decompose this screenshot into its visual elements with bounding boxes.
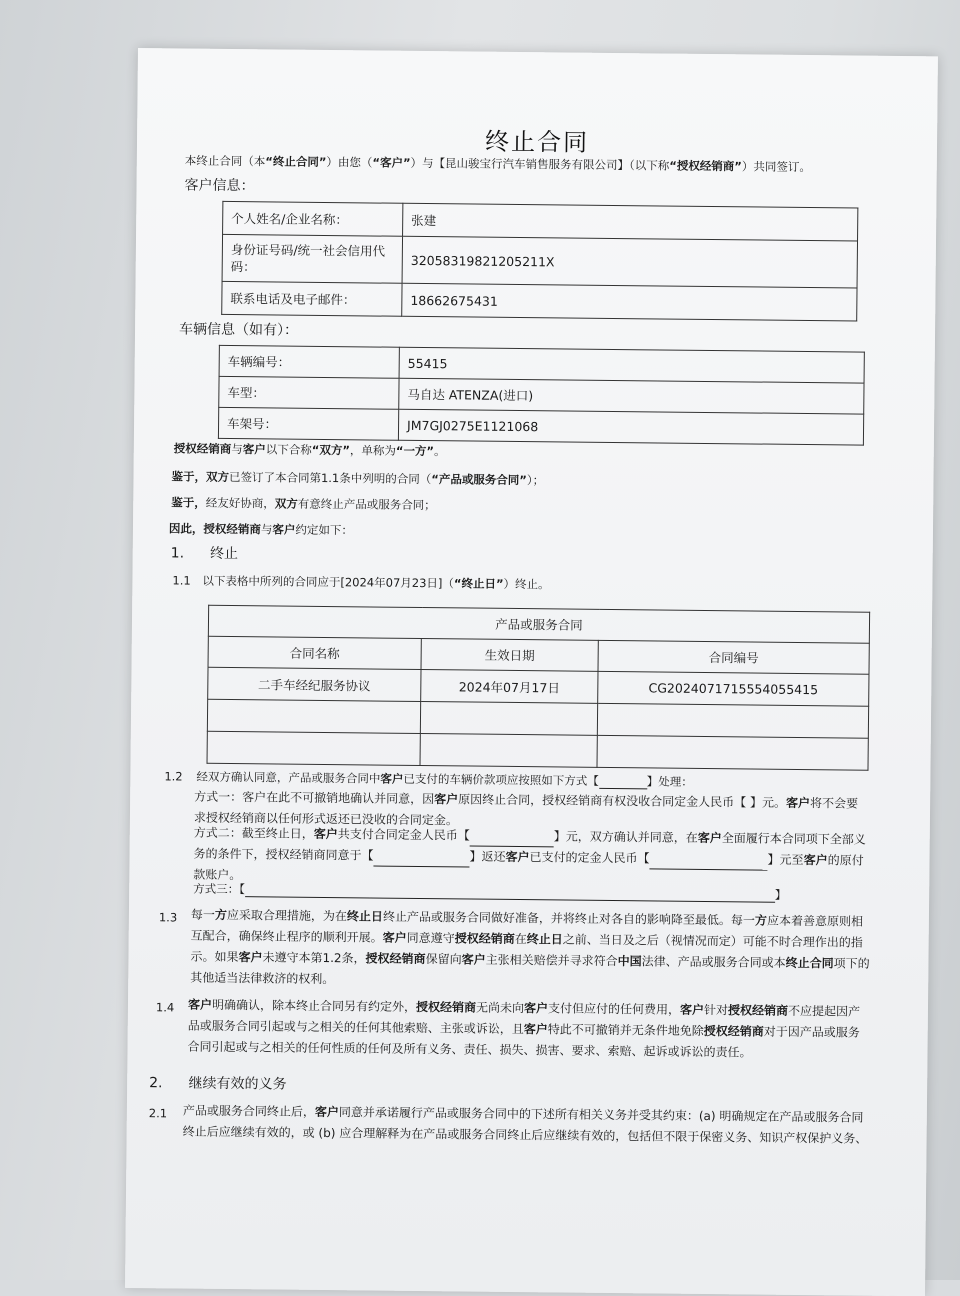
vehicle-number-label: 车辆编号： [219,345,399,378]
term-customer: 客户 [314,1104,339,1120]
clause-text: 】 [774,887,787,902]
recital-therefore [169,520,353,538]
term-customer: 客户 [380,771,404,786]
term-customer: 客户 [523,1022,548,1037]
vehicle-model-label: 车型： [219,376,399,409]
term-contract: “终止合同” [265,154,327,169]
customer-id-label: 身份证号码/统一社会信用代码： [222,234,402,283]
vehicle-info-heading: 车辆信息（如有）： [178,321,299,339]
section-number: 1. [170,545,185,562]
customer-contact-value: 18662675431 [402,283,857,321]
section-title: 终止 [209,545,239,563]
recital-text: 有意终止产品或服务合同； [297,496,436,513]
clause-text: 在 [514,931,527,947]
clause-number: 2.1 [148,1106,168,1121]
clause-1-1 [172,572,549,592]
table-row [218,407,863,445]
clause-text: 保留向 [425,952,462,967]
clause-text: 针对 [703,1002,729,1018]
amount-blank [649,868,767,870]
whereas-label: 鉴于， [171,495,206,510]
contract-name-cell: 二手车经纪服务协议 [208,667,421,701]
clause-text: 方式三：【 [193,881,246,897]
term-dealer: 授权经销商 [203,521,262,537]
date-blank [373,866,469,868]
contract-name-cell [207,699,420,733]
contract-number-cell: CG2024071715554055415 [598,671,869,706]
recital-text: ）； [526,473,545,488]
term-both-parties: 双方 [274,496,298,511]
column-header: 合同编号 [598,640,869,674]
term-customer: 客户 [187,997,213,1012]
clause-1-3 [190,905,871,996]
term-customer: 客户 [313,826,338,842]
section-title: 继续有效的义务 [188,1075,287,1093]
clause-text: 之前、当日及之后（视情况而定）可能不时合理作出的指示。如果 [190,932,863,965]
term-customer: 客户 [523,1001,549,1016]
clause-2-1 [183,1101,873,1150]
clause-text: 应本着善意原则相互配合，确保终止程序的顺利开展。 [190,913,864,945]
column-header: 合同名称 [208,636,421,669]
table-row [207,731,868,770]
clause-text: 全面履行本合同项下全部义务的条件下，授权经销商同意于【 [193,831,866,863]
clause-number: 1.1 [172,573,191,588]
term-termination-date: 终止日 [346,909,384,924]
intro-text: 本终止合同（本 [184,153,266,169]
method-3-blank [245,896,775,903]
clause-text: 不应提起因产品或服务合同引起或与之相关的任何其他索赔、主张或诉讼，且 [187,1003,861,1037]
contract-number-cell [597,735,868,770]
term-dealer: 授权经销商 [728,1003,789,1018]
recital-text: 经友好协商， [205,495,275,511]
recital-text: 与 [231,441,243,457]
clause-text: 产品或服务合同终止后， [182,1103,315,1119]
term-customer: 客户 [461,952,486,967]
clause-text: 支付但应付的任何费用， [547,1001,681,1017]
term-customer: 客户 [434,792,459,807]
clause-text: 项下的其他适当法律救济的权利。 [190,956,870,987]
intro-text: ）与【昆山骏宝行汽车销售服务有限公司】（以下称 [410,155,670,173]
vehicle-model-value: 马自达 ATENZA(进口) [399,378,864,414]
clause-text: 将不会要求授权经销商以任何形式返还已没收的合同定金。 [193,796,859,828]
clause-text: 同意并承诺履行产品或服务合同中的下述所有相关义务并受其约束：(a) 明确规定在产品或服务合同终止后应继续有效的，或 (b) 应合理解释为在产品或服务合同终止后应继续有效的，包括但不限于保密义务、知识产权保护义务、 [182,1105,868,1146]
clause-text: 经双方确认同意，产品或服务合同中 [196,769,381,786]
clause-text: 明确确认，除本终止合同另有约定外， [211,997,417,1014]
intro-text: ）由您（ [326,154,373,170]
customer-name-value: 张建 [403,203,858,241]
clause-text: 无尚未向 [475,1000,525,1016]
term-termination-date: “终止日” [453,576,504,591]
clause-text: 主张相关赔偿并寻求符合 [485,952,618,969]
recital-text: 与 [260,522,273,537]
document-title: 终止合同 [484,127,590,157]
clause-text: 终止产品或服务合同做好准备，并将终止对各自的影响降至最低。每一 [382,909,756,928]
section-1-heading [171,542,239,563]
clause-text: 方式一：客户在此不可撤销地确认并同意，因 [194,789,435,807]
contract-number-cell [597,703,868,738]
clause-text: 共支付合同定金人民币【 [337,827,470,843]
clause-text: 】返还 [469,849,506,864]
clause-number: 1.2 [164,769,183,784]
recital-text: ，单称为 [349,443,396,458]
clause-text: 同意遵守 [406,930,455,946]
term-customer: 客户 [242,442,266,457]
recital-whereas-1 [171,468,544,488]
contract-name-cell [207,731,420,765]
method-blank [599,788,647,790]
term-customer: 客户 [803,853,828,868]
whereas-label: 鉴于， [171,469,207,484]
customer-name-label: 个人姓名/企业名称： [223,201,403,236]
recital-text: 以下合称 [265,442,312,457]
table-caption: 产品或服务合同 [208,605,869,643]
clause-1-4 [187,995,872,1065]
vin-value: JM7GJ0275E1121068 [398,409,863,445]
term-customer: 客户 [382,930,407,945]
clause-text: 的原付款账户。 [193,853,864,883]
term-dealer: 授权经销商 [415,999,477,1015]
column-header: 生效日期 [421,638,598,671]
term-china: 中国 [617,954,642,969]
recital-whereas-2 [171,494,436,513]
effective-date-cell: 2024年07月17日 [421,669,598,703]
term-both-parties: “双方” [311,442,350,458]
term-party: 方 [214,907,228,922]
term-one-party: “一方” [395,443,435,459]
table-row [222,281,857,321]
section-2-heading [149,1072,287,1093]
intro-text: ）共同签订。 [741,159,811,175]
term-contract: 终止合同 [785,955,834,971]
recital-text: 已签订了本合同第1.1条中列明的合同（ [228,469,432,487]
term-dealer: 授权经销商 [703,1023,764,1039]
term-dealer: 授权经销商 [454,931,515,946]
term-customer: 客户 [785,795,811,811]
section-number: 2. [149,1075,163,1092]
clause-text: 已支付的定金人民币【 [529,850,650,866]
table-row [222,234,857,288]
clause-text: 】处理： [646,774,693,789]
term-both-parties: 双方 [205,469,230,484]
effective-date-cell [420,733,597,767]
clause-text: 应采取合理措施，为在 [226,907,348,924]
document-page [125,48,938,1296]
term-customer: 客户 [238,950,263,965]
therefore-label: 因此， [168,521,204,536]
term-dealer: 授权经销商 [173,441,232,456]
term-termination-date: 终止日 [526,932,563,947]
term-dealer: 授权经销商 [365,951,426,967]
customer-info-table [221,201,858,322]
clause-text: 未遵守本第1.2条， [262,950,366,966]
vehicle-number-value: 55415 [399,347,864,383]
clause-text: 对于因产品或服务合同引起或与之相关的任何性质的任何及所有义务、责任、损失、损害、要求、索赔、起诉或诉讼的责任。 [187,1024,860,1060]
clause-text: 】元至 [767,852,804,868]
amount-blank [470,846,554,848]
term-party: 方 [754,913,768,928]
effective-date-cell [420,701,597,735]
vehicle-info-table [218,345,865,446]
recital-text: 。 [433,444,446,459]
clause-text: 法律、产品或服务合同或本 [641,954,786,970]
customer-info-heading: 客户信息： [184,177,255,195]
term-product-contract: “产品或服务合同” [431,472,527,488]
term-customer: 客户 [272,522,296,537]
clause-text: ）终止。 [503,576,550,592]
clause-number: 1.3 [158,910,178,925]
clause-text: 特此不可撤销并无条件地免除 [547,1022,704,1038]
term-customer: “客户” [372,155,411,170]
term-customer: 客户 [679,1002,705,1017]
clause-text: 以下表格中所列的合同应于[2024年07月23日]（ [202,573,455,591]
term-dealer: “授权经销商” [669,158,742,174]
clause-text: 已支付的车辆价款项应按照如下方式【 [403,771,599,788]
customer-id-value: 32058319821205211X [402,236,857,288]
recital-text: 约定如下： [295,522,354,538]
term-customer: 客户 [697,830,722,846]
recital-parties [174,440,446,459]
clause-text: 每一 [190,907,216,922]
clause-text: 原因终止合同，授权经销商有权没收合同定金人民币【 】元。 [458,792,787,810]
clause-text: 方式二：截至终止日， [193,825,314,841]
contract-table [207,605,871,771]
customer-contact-label: 联系电话及电子邮件： [222,281,402,316]
clause-number: 1.4 [155,1000,175,1015]
term-customer: 客户 [505,849,530,865]
vin-label: 车架号： [218,407,398,440]
clause-text: 】元，双方确认并同意，在 [553,829,698,845]
